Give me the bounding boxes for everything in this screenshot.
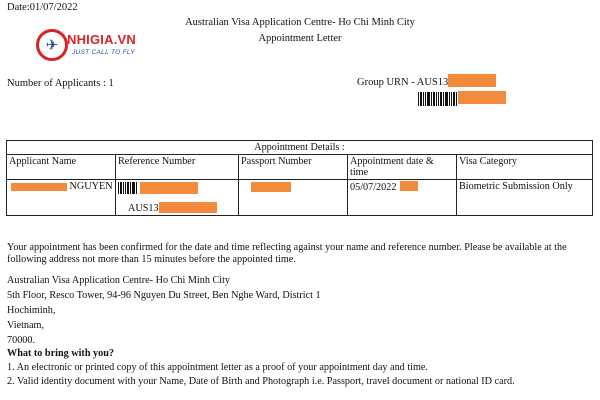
address-line-4: Vietnam, — [7, 320, 45, 331]
reference-prefix: AUS13 — [128, 203, 159, 214]
applicant-surname: NGUYEN — [69, 181, 113, 192]
cell-visa-category: Biometric Submission Only — [457, 180, 593, 216]
group-urn-barcode — [418, 92, 457, 106]
nhigia-logo — [36, 29, 146, 63]
redaction-block — [448, 74, 496, 87]
address-line-5: 70000. — [7, 335, 36, 346]
address-line-3: Hochiminh, — [7, 305, 56, 316]
appointment-date: 05/07/2022 — [350, 182, 397, 193]
col-applicant-name: Applicant Name — [7, 155, 116, 180]
bring-item-2: 2. Valid identity document with your Name, Date of Birth and Photograph i.e. Passport, travel document or national ID card. — [7, 376, 515, 387]
address-line-2: 5th Floor, Resco Tower, 94-96 Nguyen Du Street, Ben Nghe Ward, District 1 — [7, 290, 321, 301]
table-caption: Appointment Details : — [7, 141, 593, 155]
letter-date: Date:01/07/2022 — [7, 2, 78, 13]
address-line-1: Australian Visa Application Centre- Ho Chi Minh City — [7, 275, 231, 286]
confirmation-text: Your appointment has been confirmed for the date and time reflecting against your name and reference number. Please be available at the following address not more than 15 minutes before the appointed time. — [7, 242, 567, 265]
logo-brand-text: NHIGIA.VN — [67, 32, 136, 47]
redaction-block — [140, 182, 198, 194]
col-reference-number: Reference Number — [116, 155, 239, 180]
redaction-block — [400, 181, 418, 191]
col-visa-category: Visa Category — [457, 155, 593, 180]
cell-passport-number — [239, 180, 348, 216]
group-urn — [357, 74, 496, 88]
table-header-row — [7, 155, 593, 180]
airplane-icon: ✈ — [45, 36, 59, 54]
col-appointment-datetime: Appointment date & time — [348, 155, 457, 180]
redaction-block — [159, 202, 217, 213]
bring-item-1: 1. An electronic or printed copy of this appointment letter as a proof of your appointment day and time. — [7, 362, 428, 373]
table-row — [7, 180, 593, 216]
redaction-block — [458, 91, 506, 104]
group-urn-label: Group URN - AUS13 — [357, 77, 449, 88]
redaction-block — [11, 183, 67, 191]
cell-applicant-name — [7, 180, 116, 216]
cell-reference-number — [116, 180, 239, 216]
redaction-block — [251, 182, 291, 192]
centre-title: Australian Visa Application Centre- Ho Chi Minh City — [185, 17, 415, 28]
what-to-bring-heading: What to bring with you? — [7, 348, 114, 359]
number-of-applicants: Number of Applicants : 1 — [7, 78, 114, 89]
cell-appointment-date — [348, 180, 457, 216]
appointment-details-table — [6, 140, 593, 216]
col-passport-number: Passport Number — [239, 155, 348, 180]
letter-title: Appointment Letter — [258, 33, 342, 44]
logo-tagline: JUST CALL TO FLY — [72, 49, 135, 56]
reference-barcode — [118, 182, 137, 194]
